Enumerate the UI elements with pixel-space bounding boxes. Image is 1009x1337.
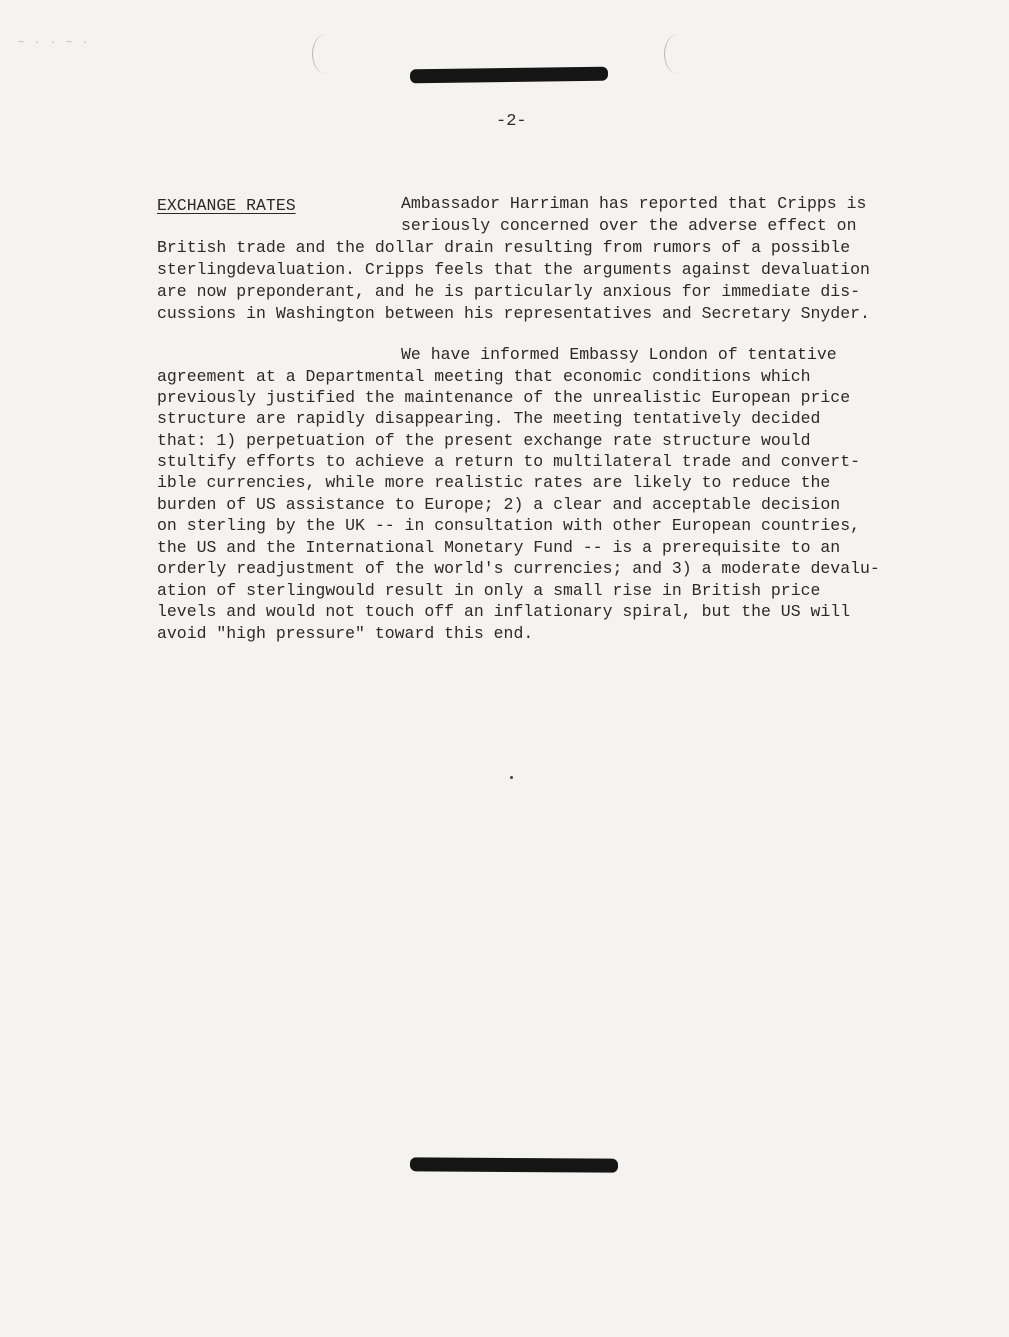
paragraph-line: We have informed Embassy London of tentative [401, 345, 837, 364]
redaction-bar-bottom [410, 1157, 618, 1172]
paragraph-line: stultify efforts to achieve a return to multilateral trade and convert- [157, 452, 861, 471]
paragraph-line: avoid "high pressure" toward this end. [157, 624, 534, 643]
ink-speck [510, 776, 513, 779]
paragraph-line: cussions in Washington between his representatives and Secretary Snyder. [157, 304, 870, 323]
paragraph-line: seriously concerned over the adverse effect on [401, 216, 857, 235]
paragraph-line: orderly readjustment of the world's currencies; and 3) a moderate devalu- [157, 559, 880, 578]
paragraph-line: levels and would not touch off an inflationary spiral, but the US will [157, 602, 851, 621]
punch-hole-mark [312, 34, 341, 74]
paragraph-line: Ambassador Harriman has reported that Cripps is [401, 194, 867, 213]
paragraph-line: burden of US assistance to Europe; 2) a clear and acceptable decision [157, 495, 841, 514]
punch-hole-mark [664, 34, 693, 74]
margin-marks: ~ · · ~ · [18, 38, 91, 49]
page-number: -2- [496, 112, 527, 131]
paragraph-line: that: 1) perpetuation of the present exchange rate structure would [157, 431, 811, 450]
paragraph-line: British trade and the dollar drain resulting from rumors of a possible [157, 238, 851, 257]
section-heading: EXCHANGE RATES [157, 196, 296, 215]
paragraph-line: are now preponderant, and he is particularly anxious for immediate dis- [157, 282, 861, 301]
paragraph-line: on sterling by the UK -- in consultation with other European countries, [157, 516, 861, 535]
paragraph-line: agreement at a Departmental meeting that economic conditions which [157, 367, 811, 386]
paragraph-line: sterlingdevaluation. Cripps feels that the arguments against devaluation [157, 260, 870, 279]
paragraph-line: previously justified the maintenance of the unrealistic European price [157, 388, 851, 407]
paragraph-line: ation of sterlingwould result in only a small rise in British price [157, 581, 821, 600]
paragraph-line: structure are rapidly disappearing. The meeting tentatively decided [157, 409, 821, 428]
paragraph-line: the US and the International Monetary Fund -- is a prerequisite to an [157, 538, 841, 557]
redaction-bar-top [410, 67, 608, 84]
paragraph-line: ible currencies, while more realistic rates are likely to reduce the [157, 473, 831, 492]
